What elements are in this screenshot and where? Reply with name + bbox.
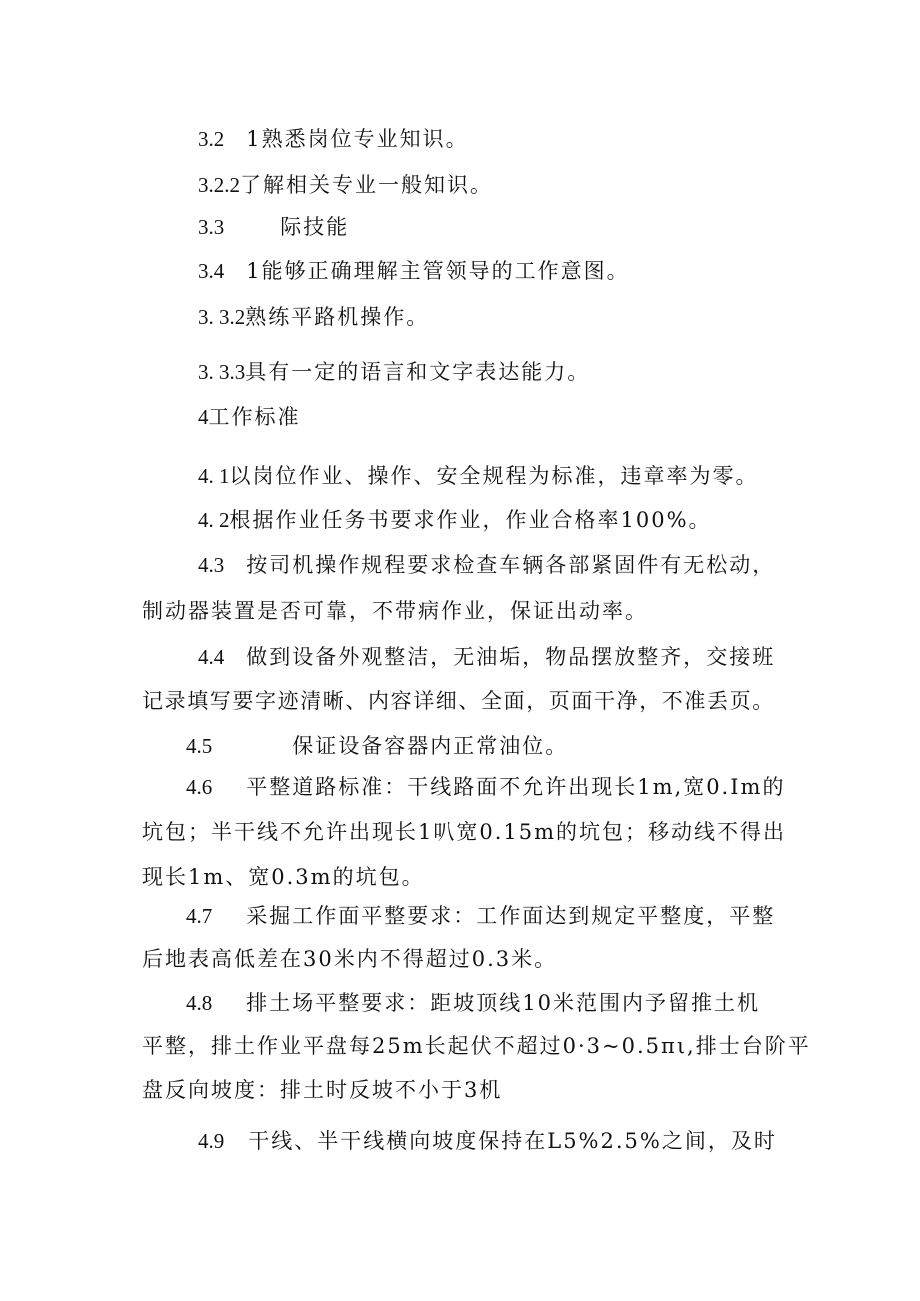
line-4-2 [198,505,712,535]
line-text: 平整道路标准：干线路面不允许出现长1m,宽0.Im的 [246,775,786,799]
line-text: 按司机操作规程要求检查车辆各部紧固件有无松动， [246,553,776,577]
line-text: 保证设备容器内正常油位。 [292,734,569,758]
line-text: 1熟悉岗位专业知识。 [246,127,469,151]
section-number: 4.9 [198,1129,225,1153]
section-number: 3. 3.3 [198,360,246,384]
section-number: 4.4 [198,645,225,669]
section-number: 3.4 [198,259,225,283]
line-4-3 [198,550,775,580]
line-text: 盘反向坡度：排土时反坡不小于3机 [142,1078,503,1102]
section-number: 4. 2 [198,508,230,532]
line-text: 排土场平整要求：距坡顶线10米范围内予留推土机 [246,991,760,1015]
line-3-4 [198,256,630,286]
line-3-2-1 [198,124,469,154]
section-number: 4.8 [186,991,213,1015]
line-text: 熟练平路机操作。 [245,305,430,329]
line-text: 做到设备外观整洁，无油垢，物品摆放整齐，交接班 [246,645,776,669]
section-number: 3.2.2 [198,173,240,197]
line-text: 平整，排土作业平盘每25m长起伏不超过0·3~0.5πι,排士台阶平 [142,1034,811,1058]
line-4-9 [198,1126,777,1156]
line-4-7 [186,901,775,931]
line-3-3-3 [198,357,590,387]
section-number: 4. 1 [198,464,230,488]
line-4-7-cont [142,944,557,974]
line-text: 了解相关专业一般知识。 [240,173,493,197]
line-4 [198,402,301,432]
line-4-1 [198,461,759,491]
section-number: 4.7 [186,904,213,928]
line-4-4-cont [142,686,775,716]
line-4-6-cont-1 [142,817,786,847]
line-4-8-cont-2 [142,1075,502,1105]
line-4-4 [198,642,775,672]
line-text: 坑包；半干线不允许出现长1叭宽0.15m的坑包；移动线不得出 [142,820,787,844]
line-text: 根据作业任务书要求作业，作业合格率100%。 [229,508,712,532]
line-3-3-2 [198,302,429,332]
line-4-8-cont-1 [142,1031,811,1061]
line-text: 具有一定的语言和文字表达能力。 [245,360,591,384]
line-4-6-cont-2 [142,862,425,892]
line-text: 采掘工作面平整要求：工作面达到规定平整度，平整 [246,904,776,928]
line-4-3-cont [142,596,648,626]
section-number: 4.3 [198,553,225,577]
line-text: 现长1m、宽0.3m的坑包。 [142,865,425,889]
line-text: 后地表高低差在30米内不得超过0.3米。 [142,947,558,971]
line-text: 以岗位作业、操作、安全规程为标准，违章率为零。 [229,464,759,488]
line-text: 制动器装置是否可靠，不带病作业，保证出动率。 [142,599,648,623]
section-number: 4 [198,405,209,429]
line-4-8 [186,988,760,1018]
line-text: 际技能 [280,215,350,239]
section-number: 3.3 [198,215,225,239]
line-3-2-2 [198,170,493,200]
line-text: 干线、半干线横向坡度保持在L5%2.5%之间，及时 [248,1129,777,1153]
line-4-5 [186,731,568,761]
section-number: 4.5 [186,734,213,758]
section-number: 4.6 [186,775,213,799]
line-text: 记录填写要字迹清晰、内容详细、全面，页面干净，不准丢页。 [142,689,775,713]
line-text: 工作标准 [208,405,301,429]
line-4-6 [186,772,785,802]
line-3-3 [198,212,349,242]
section-number: 3. 3.2 [198,305,246,329]
line-text: 1能够正确理解主管领导的工作意图。 [246,259,630,283]
section-number: 3.2 [198,127,225,151]
